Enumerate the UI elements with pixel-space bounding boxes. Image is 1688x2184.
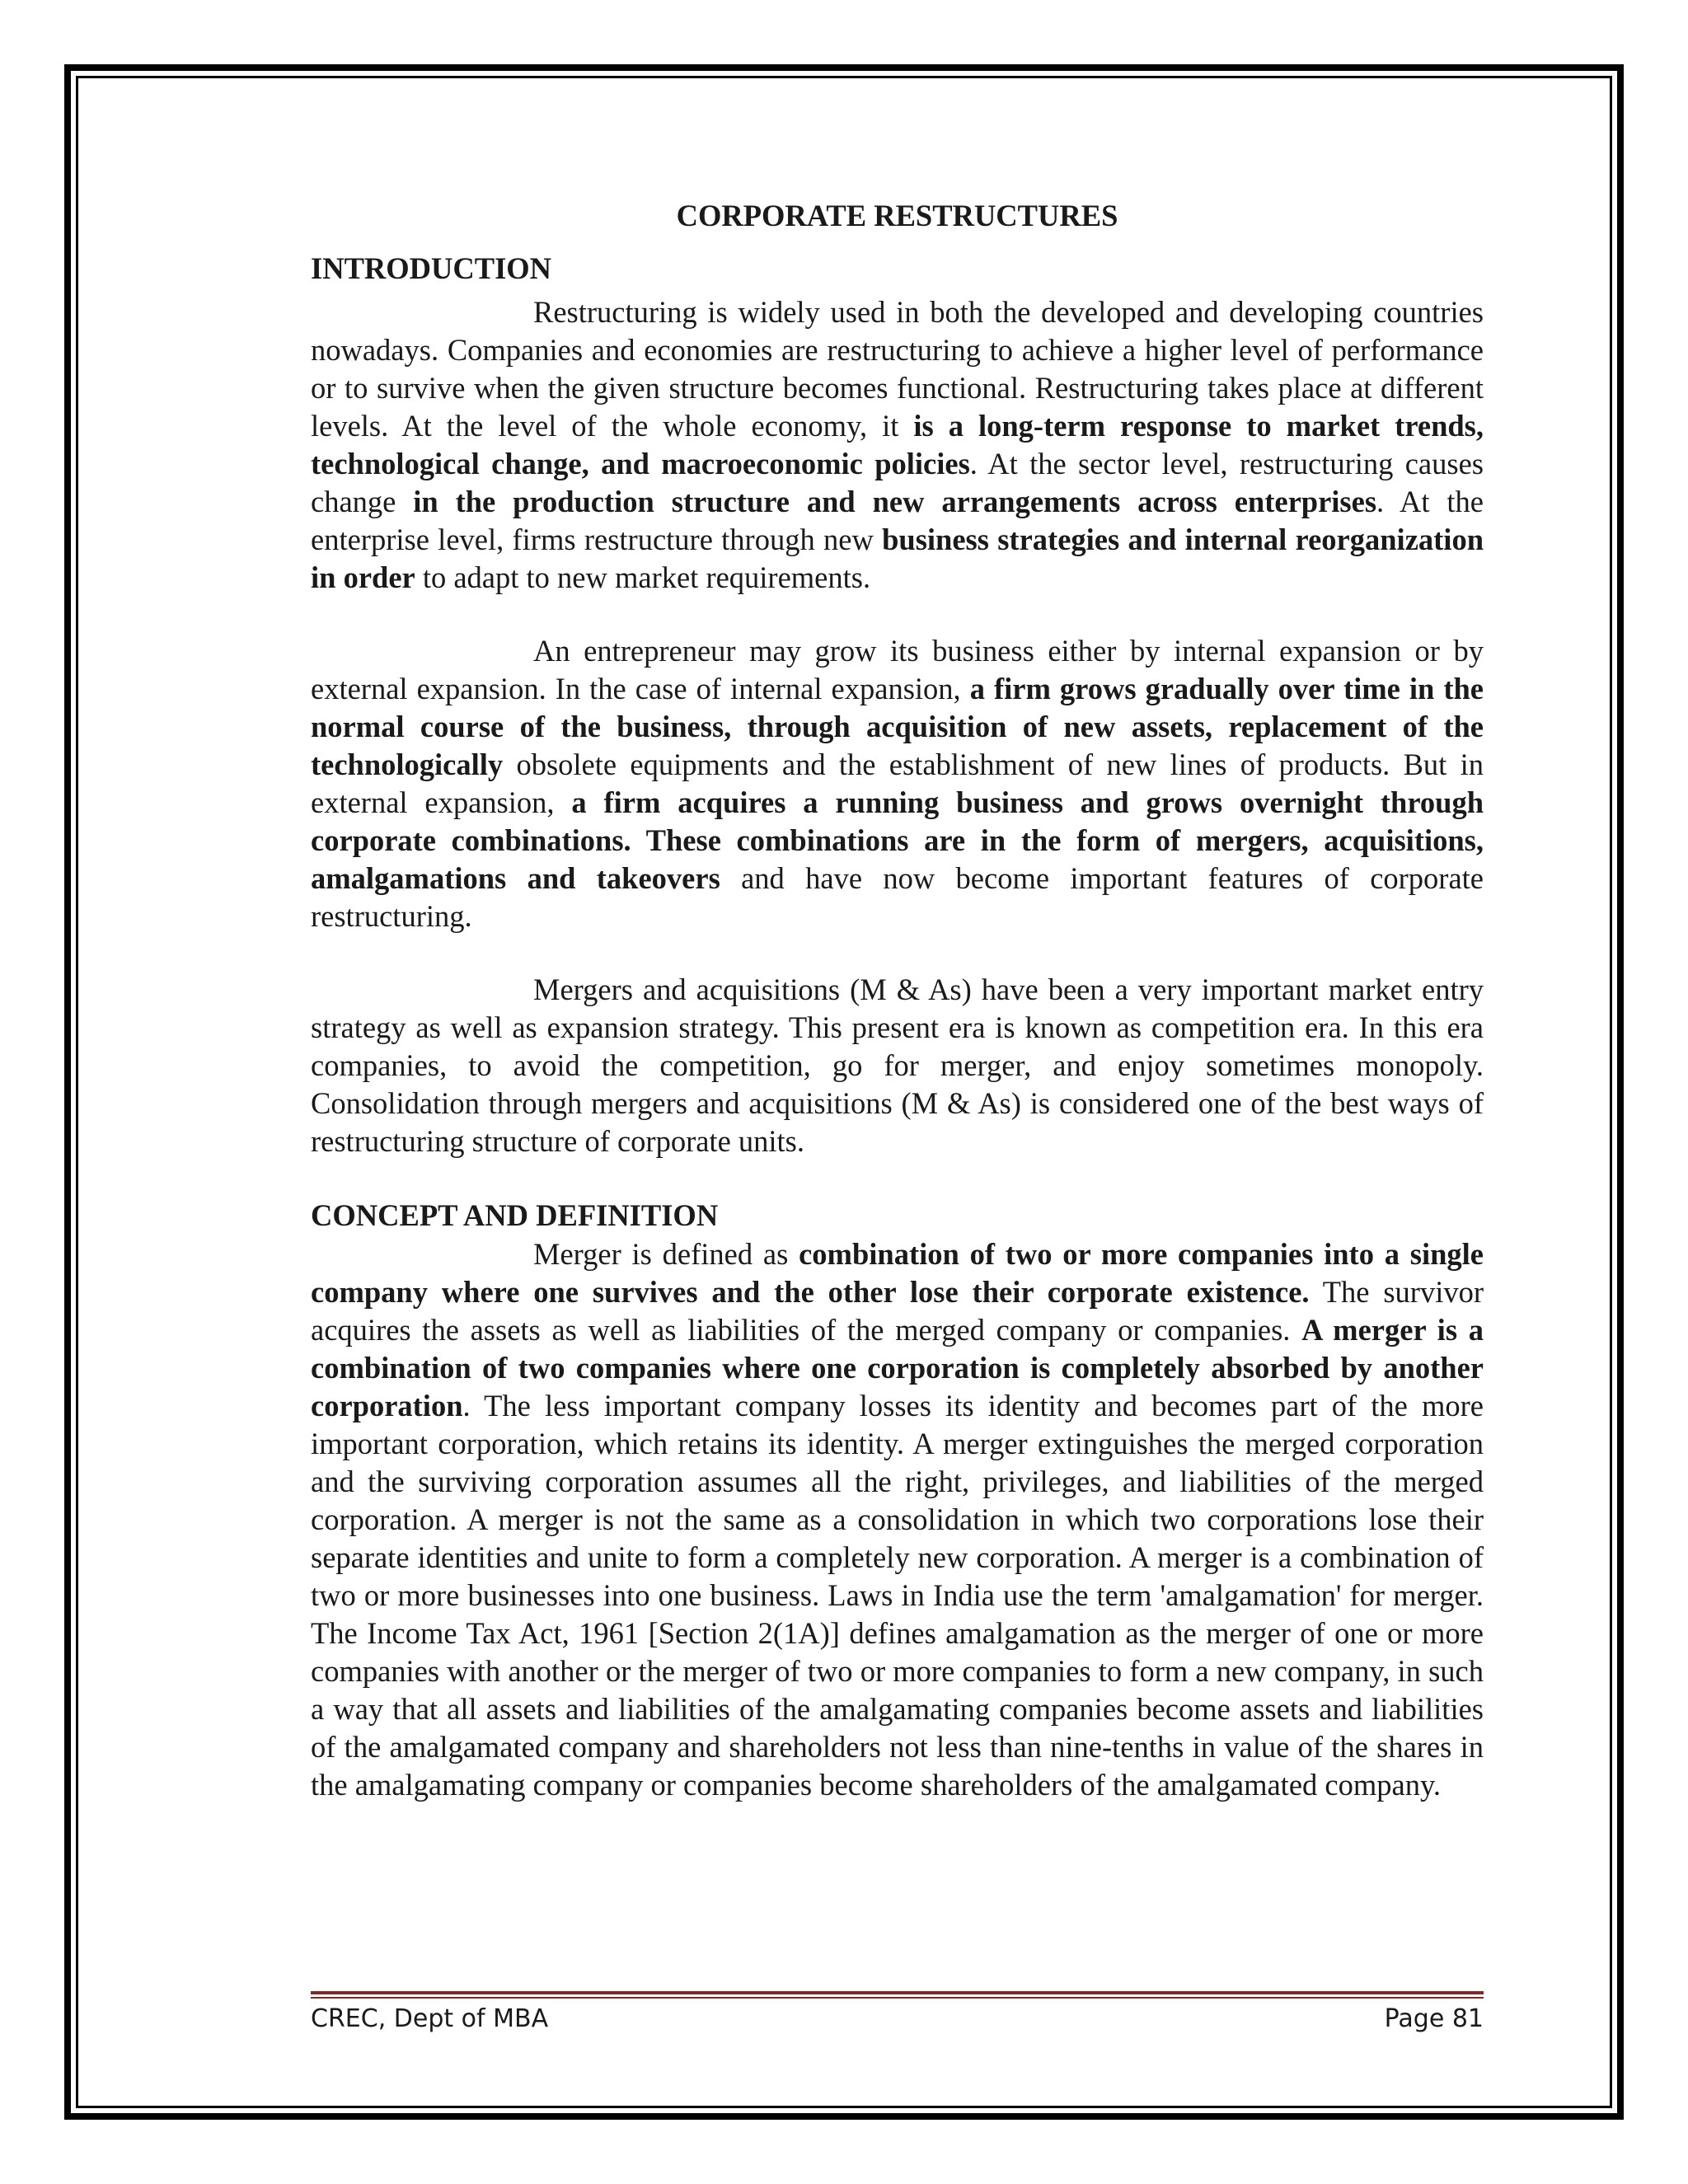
paragraph-2 xyxy=(311,632,1484,935)
footer-rule xyxy=(311,1991,1484,1994)
footer-rule-thin xyxy=(311,1997,1484,1999)
p4-run-1: combination of two or more companies into a single company where one survives and the other lose their corporate existence. xyxy=(311,1237,1484,1309)
p2-run-1: a firm grows gradually over time in the normal course of the business, through acquisition of new assets, replacement of the technologically xyxy=(311,672,1484,781)
p3-run-0: Mergers and acquisitions (M & As) have been a very important market entry strategy as well as expansion strategy. This present era is known as competition era. In this era companies, to avoid the competition, go for merger, and enjoy sometimes monopoly. Consolidation through mergers and acquisitions (M & As) is considered one of the best ways of restructuring structure of corporate units. xyxy=(311,972,1484,1158)
document-body xyxy=(311,196,1484,1804)
section-heading-concept: CONCEPT AND DEFINITION xyxy=(311,1198,719,1232)
p1-run-2: . At the sector level, restructuring causes change xyxy=(311,447,1484,518)
footer-department: CREC, Dept of MBA xyxy=(311,2004,549,2033)
page-footer xyxy=(311,2001,1484,2037)
p1-run-1: is a long-term response to market trends, technological change, and macroeconomic policies xyxy=(311,409,1484,480)
p2-run-4: and have now become important features of corporate restructuring. xyxy=(311,861,1484,933)
p2-run-3: a firm acquires a running business and grows overnight through corporate combinations. These combinations are in the form of mergers, acquisitions, amalgamations and takeovers xyxy=(311,785,1484,895)
paragraph-4 xyxy=(311,1235,1484,1804)
paragraph-1 xyxy=(311,293,1484,597)
page-title: CORPORATE RESTRUCTURES xyxy=(676,199,1118,232)
p1-run-5: business strategies and internal reorganization in order xyxy=(311,523,1484,594)
p4-run-3: A merger is a combination of two companies where one corporation is completely absorbed by another corporation xyxy=(311,1313,1484,1422)
p4-run-0: Merger is defined as xyxy=(533,1237,799,1271)
section-heading-introduction: INTRODUCTION xyxy=(311,251,552,285)
p1-run-6: to adapt to new market requirements. xyxy=(415,560,871,594)
p4-run-4: . The less important company losses its identity and becomes part of the more important corporation, which retains its identity. A merger extinguishes the merged corporation and the surviving corporation assumes all the right, privileges, and liabilities of the merged corporation. A merger is not the same as a consolidation in which two corporations lose their separate identities and unite to form a completely new corporation. A merger is a combination of two or more businesses into one business. Laws in India use the term 'amalgamation' for merger. The Income Tax Act, 1961 [Section 2(1A)] defines amalgamation as the merger of one or more companies with another or the merger of two or more companies to form a new company, in such a way that all assets and liabilities of the amalgamating companies become assets and liabilities of the amalgamated company and shareholders not less than nine-tenths in value of the shares in the amalgamating company or companies become shareholders of the amalgamated company. xyxy=(311,1389,1484,1802)
p2-run-2: obsolete equipments and the establishment of new lines of products. But in external expansion, xyxy=(311,748,1484,819)
footer-page-number: Page 81 xyxy=(1384,2004,1484,2033)
p2-run-0: An entrepreneur may grow its business either by internal expansion or by external expansion. In the case of internal expansion, xyxy=(311,634,1484,705)
p1-run-4: . At the enterprise level, firms restructure through new xyxy=(311,485,1484,556)
p4-run-2: The survivor acquires the assets as well as liabilities of the merged company or companies. xyxy=(311,1275,1484,1347)
paragraph-3 xyxy=(311,971,1484,1160)
p1-run-3: in the production structure and new arrangements across enterprises xyxy=(413,485,1377,518)
p1-run-0: Restructuring is widely used in both the developed and developing countries nowadays. Companies and economies are restructuring to achieve a higher level of performance or to survive when the given structure becomes functional. Restructuring takes place at different levels. At the level of the whole economy, it xyxy=(311,295,1484,443)
